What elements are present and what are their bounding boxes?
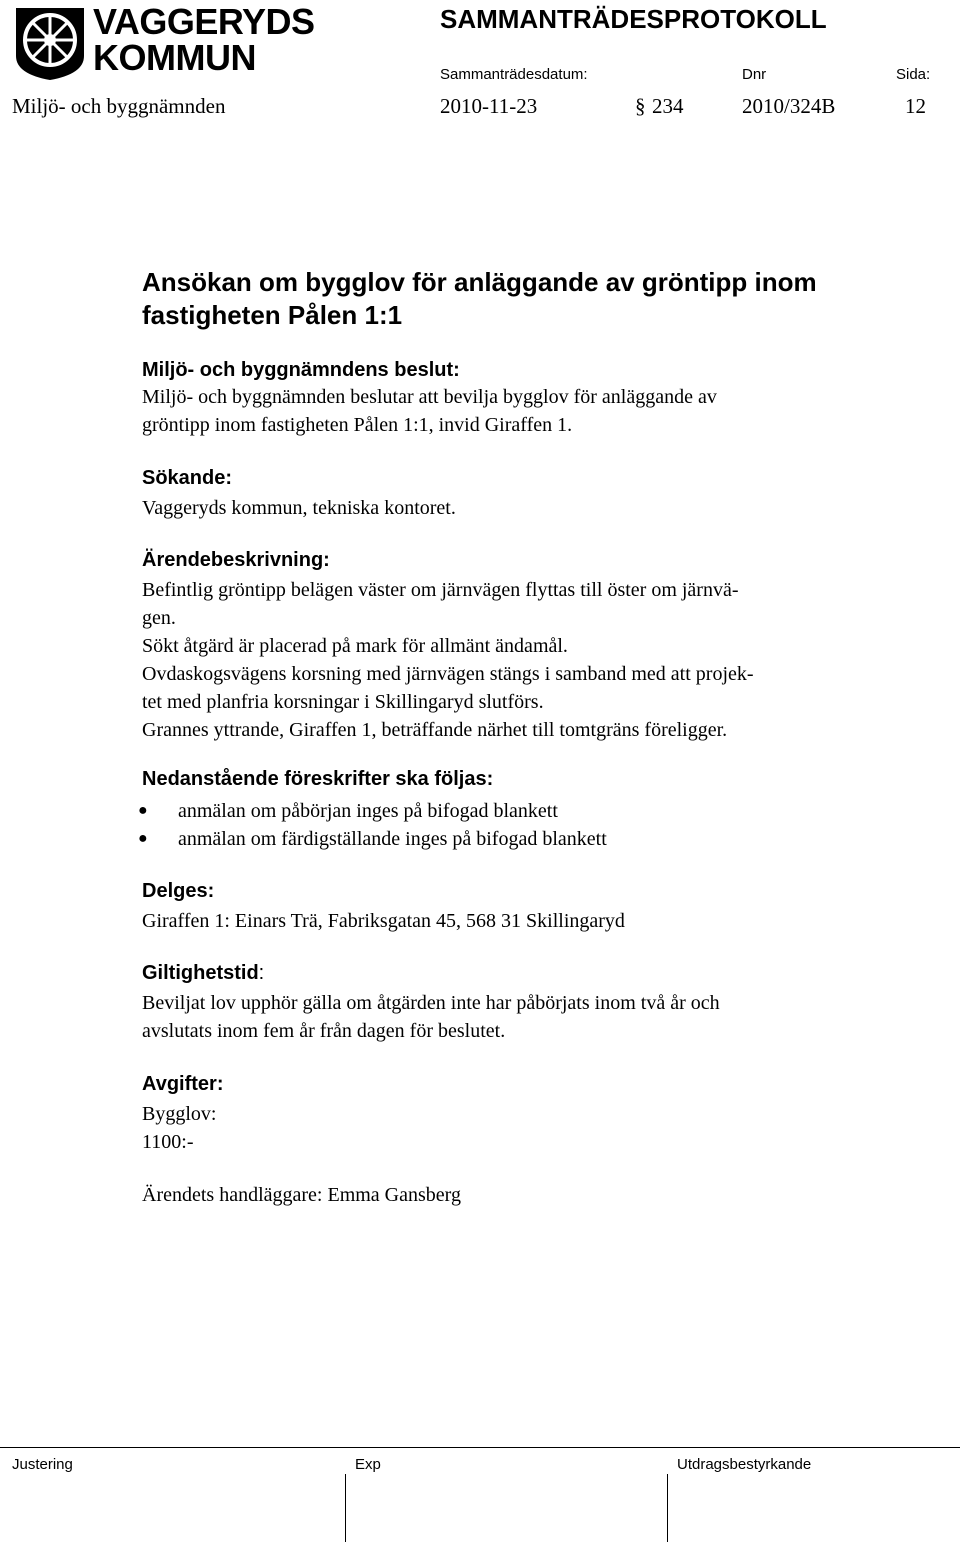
- fees-amount: 1100:-: [142, 1131, 194, 1153]
- description-line: Grannes yttrande, Giraffen 1, beträffande närhet till tomtgräns föreligger.: [142, 719, 728, 741]
- applicant-text: Vaggeryds kommun, tekniska kontoret.: [142, 497, 456, 519]
- footer-divider: [0, 1447, 960, 1448]
- validity-heading-label: Giltighetstid: [142, 962, 259, 984]
- distribution-heading: Delges:: [142, 880, 215, 902]
- logo-line-1: VAGGERYDS: [93, 1, 315, 42]
- date-label: Sammanträdesdatum:: [440, 66, 588, 83]
- decision-line: Miljö- och byggnämnden beslutar att bevilja bygglov för anläggande av: [142, 386, 717, 408]
- validity-text: [142, 989, 720, 1045]
- footer-signature-line: [345, 1474, 346, 1542]
- municipality-logo: [12, 1, 322, 80]
- description-line: tet med planfria korsningar i Skillingaryd slutförs.: [142, 691, 544, 713]
- bullet-icon: ●: [138, 802, 148, 819]
- description-line: Befintlig gröntipp belägen väster om järnvägen flyttas till öster om järnvä-: [142, 579, 739, 601]
- committee-name: Miljö- och byggnämnden: [12, 94, 226, 118]
- case-officer: Ärendets handläggare: Emma Gansberg: [142, 1184, 461, 1206]
- validity-line: Beviljat lov upphör gälla om åtgärden inte har påbörjats inom två år och: [142, 992, 720, 1014]
- decision-heading: Miljö- och byggnämndens beslut:: [142, 359, 460, 381]
- decision-text: [142, 383, 717, 439]
- page-title: Ansökan om bygglov för anläggande av gröntipp inom fastigheten Pålen 1:1: [142, 267, 817, 330]
- fees-heading: Avgifter:: [142, 1073, 224, 1095]
- decision-line: gröntipp inom fastigheten Pålen 1:1, invid Giraffen 1.: [142, 414, 573, 436]
- meeting-date: 2010-11-23: [440, 94, 538, 118]
- regulations-heading: Nedanstående föreskrifter ska följas:: [142, 768, 494, 790]
- regulation-item: anmälan om färdigställande inges på bifogad blankett: [178, 828, 607, 850]
- paragraph-number: 234: [652, 94, 684, 118]
- page-number: 12: [905, 94, 926, 118]
- description-line: Sökt åtgärd är placerad på mark för allmänt ändamål.: [142, 635, 568, 657]
- case-number: 2010/324B: [742, 94, 836, 118]
- footer-justering-label: Justering: [12, 1456, 73, 1473]
- regulation-item: anmälan om påbörjan inges på bifogad blankett: [178, 800, 558, 822]
- paragraph-sign: §: [635, 94, 646, 118]
- footer-exp-label: Exp: [355, 1456, 381, 1473]
- page-label: Sida:: [896, 66, 931, 83]
- bullet-icon: ●: [138, 830, 148, 847]
- validity-colon: :: [258, 962, 265, 984]
- description-line: Ovdaskogsvägens korsning med järnvägen stängs i samband med att projek-: [142, 663, 754, 685]
- description-heading: Ärendebeskrivning:: [142, 549, 330, 571]
- footer-utdrag-label: Utdragsbestyrkande: [677, 1456, 812, 1473]
- document-type: SAMMANTRÄDESPROTOKOLL: [440, 4, 827, 34]
- validity-heading: [142, 962, 264, 985]
- distribution-text: Giraffen 1: Einars Trä, Fabriksgatan 45, 568 31 Skillingaryd: [142, 910, 625, 932]
- applicant-heading: Sökande:: [142, 467, 233, 489]
- dnr-label: Dnr: [742, 66, 767, 83]
- description-line: gen.: [142, 607, 176, 629]
- fees-label: Bygglov:: [142, 1103, 217, 1125]
- description-text: [142, 576, 754, 744]
- validity-line: avslutats inom fem år från dagen för beslutet.: [142, 1020, 506, 1042]
- footer-signature-line: [667, 1474, 668, 1542]
- wheel-emblem-icon: [12, 4, 88, 80]
- logo-line-2: KOMMUN: [93, 37, 256, 78]
